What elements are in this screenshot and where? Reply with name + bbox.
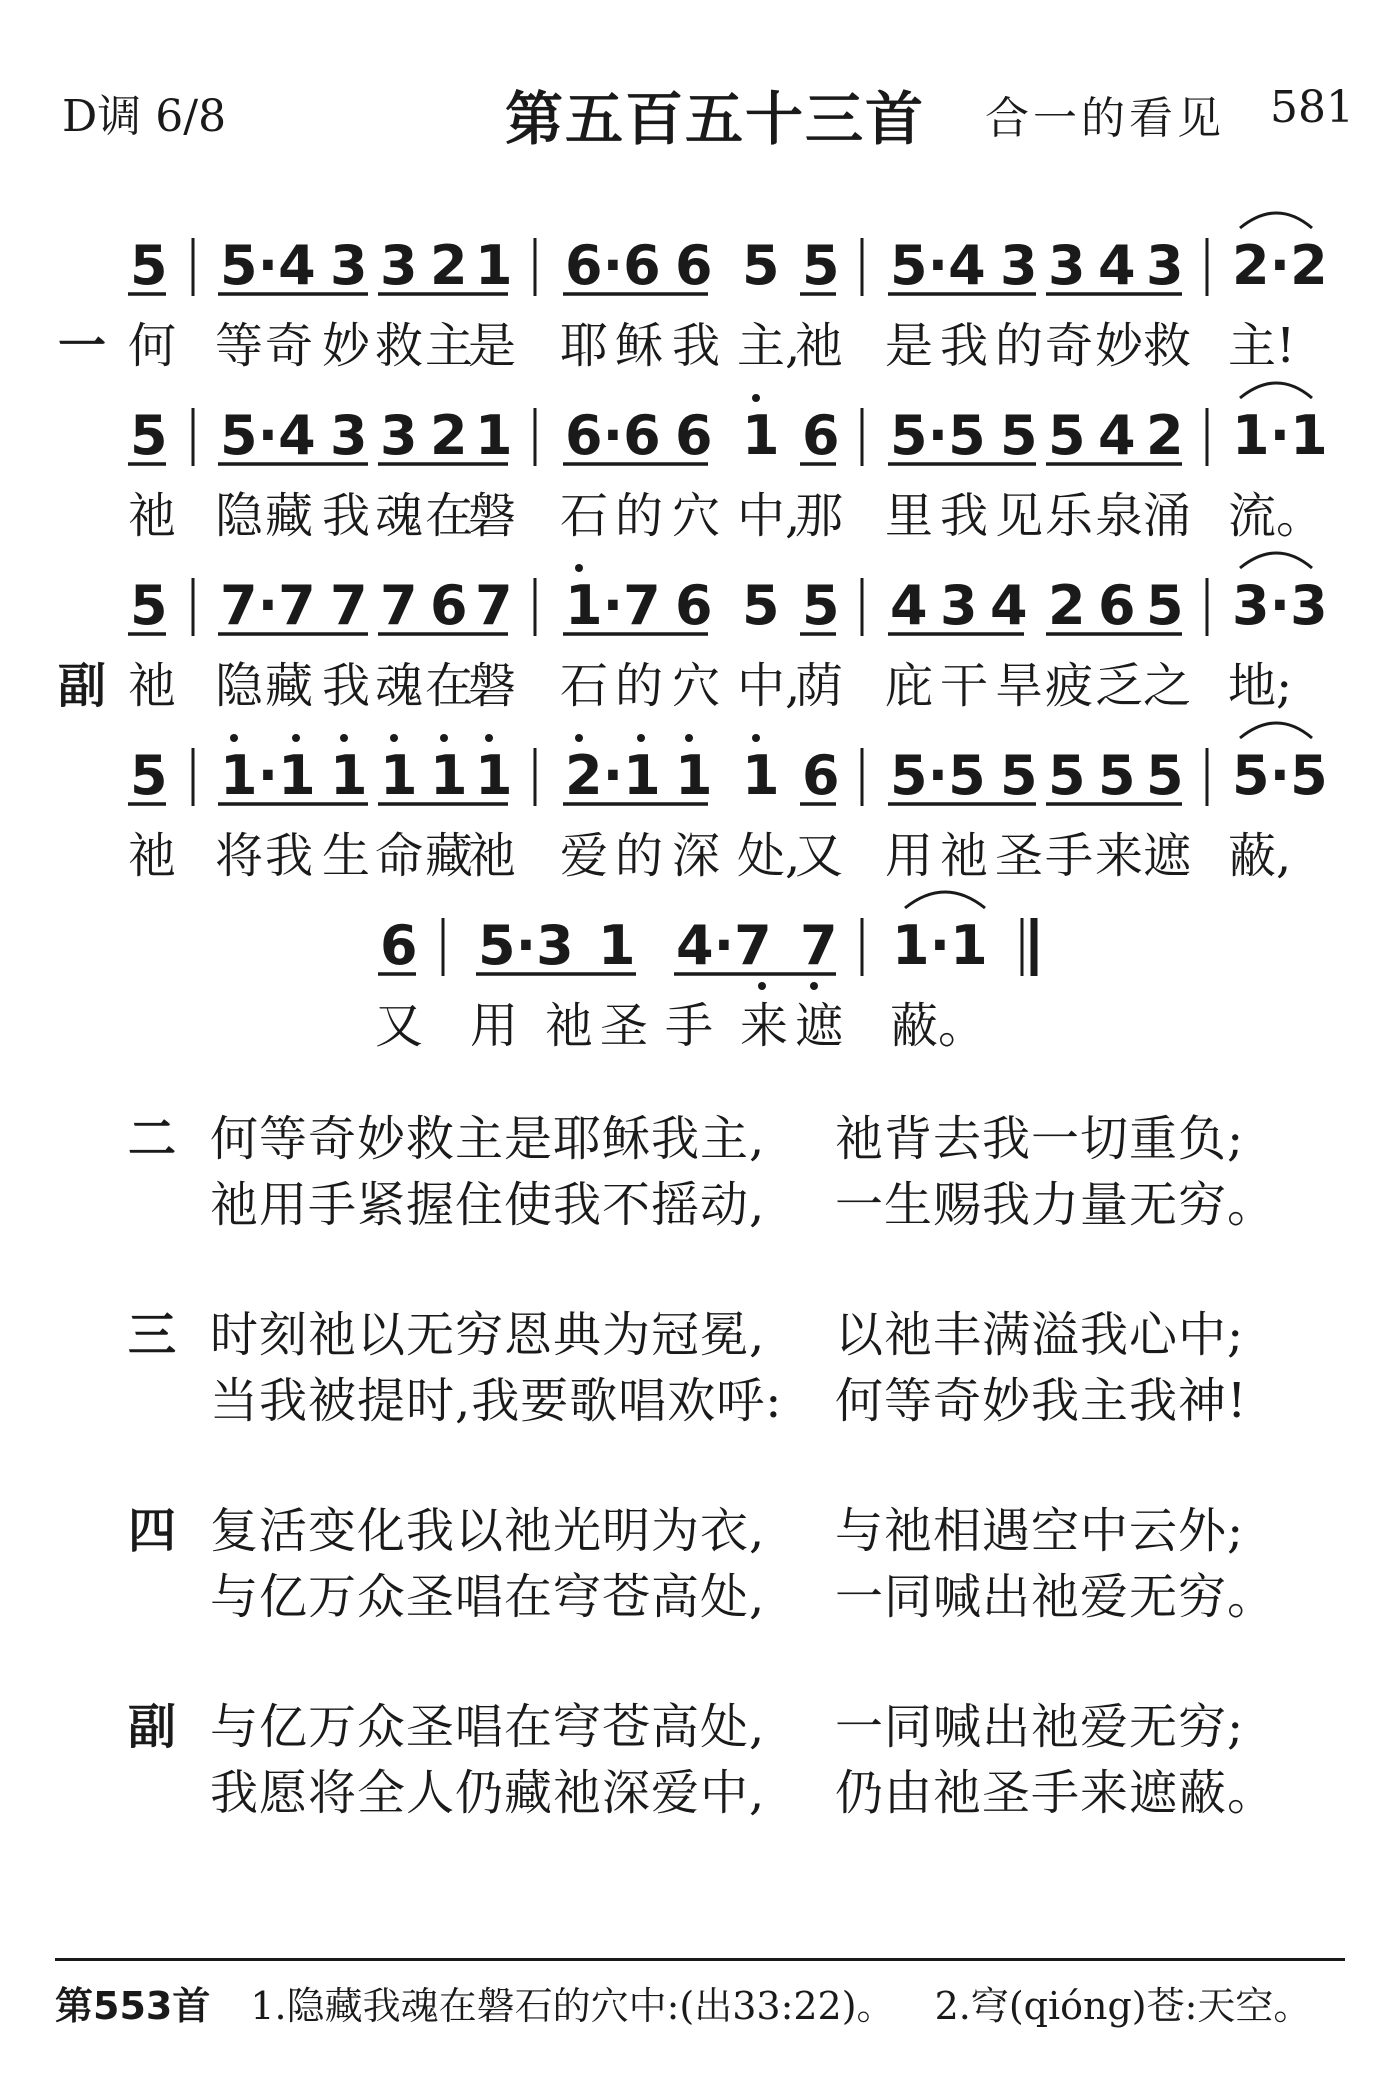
verse-number: 三 — [128, 1307, 177, 1363]
verse-line: 祂用手紧握住使我不摇动, — [210, 1177, 766, 1233]
note: 5 — [742, 234, 780, 297]
note: 1 — [380, 744, 418, 807]
lyric: 遮 — [795, 998, 844, 1054]
lyric: 流。 — [1228, 488, 1325, 544]
note: 6 — [1098, 574, 1136, 637]
high-octave-dot — [575, 564, 583, 572]
lyric: 奇 — [1045, 318, 1094, 374]
lyric: 手 — [665, 998, 714, 1054]
note: 2·1 — [565, 744, 661, 807]
note: 3 — [1146, 234, 1184, 297]
footnote-divider — [55, 1958, 1345, 1961]
lyric: 祂 — [940, 828, 989, 884]
note: 1 — [742, 744, 780, 807]
lyric: 主, — [737, 318, 801, 374]
lyric: 隐 — [215, 488, 264, 544]
lyric: 祂 — [128, 828, 177, 884]
lyric: 我 — [322, 488, 371, 544]
lyric: 妙 — [322, 318, 371, 374]
lyric: 乐 — [1045, 488, 1094, 544]
lyric: 中, — [737, 488, 801, 544]
note: 5 — [1000, 744, 1038, 807]
lyric: 手 — [1045, 828, 1094, 884]
note: 7 — [800, 914, 838, 977]
note: 5 — [130, 574, 168, 637]
note: 3 — [380, 404, 418, 467]
verse-line: 与祂相遇空中云外; — [835, 1503, 1245, 1559]
verse-line: 何等奇妙救主是耶稣我主, — [210, 1111, 766, 1167]
lyric: 干 — [940, 658, 989, 714]
tie — [1240, 553, 1312, 568]
verse-number: 四 — [128, 1503, 177, 1559]
lyric: 旱 — [995, 658, 1044, 714]
lyric: 我 — [672, 318, 721, 374]
lyric: 我 — [940, 488, 989, 544]
note: 3 — [1048, 234, 1086, 297]
low-octave-dot — [758, 982, 766, 990]
lyric: 的 — [615, 828, 664, 884]
score-row-1 — [58, 213, 1328, 374]
lyric: 祂 — [545, 998, 594, 1054]
lyric: 何 — [128, 318, 177, 374]
high-octave-dot — [230, 734, 238, 742]
lyric: 蔽。 — [890, 998, 987, 1054]
note: 5 — [130, 234, 168, 297]
lyric: 磐 — [468, 658, 517, 714]
note: 6 — [675, 404, 713, 467]
note: 5·3 — [478, 914, 574, 977]
lyric: 我 — [322, 658, 371, 714]
lyric: 藏 — [265, 658, 314, 714]
note: 7 — [475, 574, 513, 637]
note: 1 — [742, 404, 780, 467]
verse-line: 以祂丰满溢我心中; — [835, 1307, 1245, 1363]
note: 4·7 — [676, 914, 772, 977]
verse-line: 与亿万众圣唱在穹苍高处, — [210, 1699, 766, 1755]
lyric: 耶 — [560, 318, 609, 374]
note: 4 — [990, 574, 1028, 637]
verse-line: 我愿将全人仍藏祂深爱中, — [210, 1765, 766, 1821]
lyric: 涌 — [1143, 488, 1192, 544]
key-signature: D调 6/8 — [62, 91, 227, 142]
note: 2·2 — [1232, 234, 1328, 297]
note: 5 — [802, 574, 840, 637]
note: 7·7 — [220, 574, 316, 637]
lyric: 的 — [995, 318, 1044, 374]
verse-line: 一同喊出祂爱无穷; — [835, 1699, 1245, 1755]
note: 1 — [475, 744, 513, 807]
lyric: 主 — [425, 318, 474, 374]
footnote-note-2: 2.穹(qióng)苍:天空。 — [934, 1984, 1312, 2028]
note: 2 — [430, 234, 468, 297]
tie — [1240, 213, 1312, 228]
high-octave-dot — [340, 734, 348, 742]
lyric: 爱 — [560, 828, 609, 884]
note: 6 — [675, 574, 713, 637]
note: 4 — [1098, 234, 1136, 297]
lyric: 救 — [375, 318, 424, 374]
note: 3 — [330, 234, 368, 297]
note: 1·1 — [1232, 404, 1328, 467]
note: 5 — [802, 234, 840, 297]
note: 5·5 — [890, 744, 986, 807]
lyric: 深 — [672, 828, 721, 884]
lyric: 那 — [795, 488, 844, 544]
note: 5 — [1048, 404, 1086, 467]
lyric: 将 — [215, 828, 264, 884]
note: 6 — [675, 234, 713, 297]
note: 5·5 — [890, 404, 986, 467]
lyric: 我 — [940, 318, 989, 374]
verse-line: 仍由祂圣手来遮蔽。 — [835, 1765, 1277, 1821]
lyric: 的 — [615, 488, 664, 544]
score-row-2 — [128, 383, 1328, 544]
note: 5 — [1098, 744, 1136, 807]
lyric: 又 — [375, 998, 424, 1054]
low-octave-dot — [810, 982, 818, 990]
lyric: 用 — [470, 998, 519, 1054]
lyric: 里 — [885, 488, 934, 544]
lyric: 之 — [1143, 658, 1192, 714]
note: 4 — [1098, 404, 1136, 467]
lyric: 祂 — [128, 488, 177, 544]
lyric: 处, — [737, 828, 801, 884]
lyric: 藏 — [265, 488, 314, 544]
high-octave-dot — [440, 734, 448, 742]
note: 5 — [1000, 404, 1038, 467]
note: 5 — [130, 404, 168, 467]
note: 6 — [802, 404, 840, 467]
lyric: 生 — [322, 828, 371, 884]
lyric: 磐 — [468, 488, 517, 544]
lyric: 在 — [425, 488, 474, 544]
note: 1 — [675, 744, 713, 807]
verse-number: 副 — [128, 1699, 177, 1755]
lyric: 等 — [215, 318, 264, 374]
lyric: 圣 — [995, 828, 1044, 884]
lyric: 石 — [560, 488, 609, 544]
lyric: 魂 — [375, 488, 424, 544]
note: 5·5 — [1232, 744, 1328, 807]
hymn-title: 第五百五十三首 — [505, 85, 926, 153]
page-number: 581 — [1270, 82, 1354, 133]
high-octave-dot — [390, 734, 398, 742]
chorus-label: 副 — [58, 658, 107, 714]
lyric: 祂 — [795, 318, 844, 374]
lyric: 圣 — [600, 998, 649, 1054]
lyric: 祂 — [468, 828, 517, 884]
note: 6 — [430, 574, 468, 637]
high-octave-dot — [292, 734, 300, 742]
note: 5 — [130, 744, 168, 807]
note: 1 — [475, 234, 513, 297]
lyric: 用 — [885, 828, 934, 884]
footnote-note-1: 1.隐藏我魂在磐石的穴中:(出33:22)。 — [250, 1984, 895, 2028]
note: 1 — [330, 744, 368, 807]
note: 3 — [1000, 234, 1038, 297]
lyric: 隐 — [215, 658, 264, 714]
verse-line: 祂背去我一切重负; — [835, 1111, 1245, 1167]
note: 2 — [1048, 574, 1086, 637]
verse-label-1: 一 — [58, 318, 107, 374]
note: 1 — [598, 914, 636, 977]
note: 3 — [380, 234, 418, 297]
lyric: 乏 — [1095, 658, 1144, 714]
note: 1 — [475, 404, 513, 467]
verse-line: 复活变化我以祂光明为衣, — [210, 1503, 766, 1559]
tie — [1240, 383, 1312, 398]
lyric: 穴 — [672, 488, 721, 544]
verse-line: 一生赐我力量无穷。 — [835, 1177, 1277, 1233]
lyric: 主! — [1228, 318, 1296, 374]
hymn-subtitle: 合一的看见 — [985, 93, 1225, 144]
verse-line: 何等奇妙我主我神! — [835, 1373, 1248, 1429]
lyric: 遮 — [1143, 828, 1192, 884]
lyric: 来 — [740, 998, 789, 1054]
lyric: 地; — [1228, 658, 1293, 714]
lyric: 的 — [615, 658, 664, 714]
lyric: 魂 — [375, 658, 424, 714]
high-octave-dot — [685, 734, 693, 742]
lyric: 是 — [885, 318, 934, 374]
high-octave-dot — [752, 394, 760, 402]
lyric: 是 — [468, 318, 517, 374]
note: 5·4 — [220, 234, 316, 297]
note: 5 — [1146, 744, 1184, 807]
lyric: 疲 — [1045, 658, 1094, 714]
tie — [905, 892, 985, 908]
note: 1 — [430, 744, 468, 807]
note: 6·6 — [565, 404, 661, 467]
lyric: 泉 — [1095, 488, 1144, 544]
lyric: 祂 — [128, 658, 177, 714]
footnote-label: 第553首 — [55, 1984, 211, 2028]
lyric: 命 — [375, 828, 424, 884]
note: 3 — [940, 574, 978, 637]
verse-line: 时刻祂以无穷恩典为冠冕, — [210, 1307, 766, 1363]
footnote — [55, 1978, 1355, 2034]
lyric: 石 — [560, 658, 609, 714]
note: 1·7 — [565, 574, 661, 637]
high-octave-dot — [485, 734, 493, 742]
score-row-3 — [58, 553, 1328, 714]
note: 6 — [380, 914, 418, 977]
lyric: 在 — [425, 658, 474, 714]
lyric: 荫 — [795, 658, 844, 714]
note: 7 — [380, 574, 418, 637]
lyric: 妙 — [1095, 318, 1144, 374]
lyric: 奇 — [265, 318, 314, 374]
high-octave-dot — [752, 734, 760, 742]
lyric: 又 — [795, 828, 844, 884]
verse-line: 一同喊出祂爱无穷。 — [835, 1569, 1277, 1625]
high-octave-dot — [637, 734, 645, 742]
note: 1·1 — [892, 914, 988, 977]
high-octave-dot — [575, 734, 583, 742]
note: 5 — [1146, 574, 1184, 637]
note: 2 — [430, 404, 468, 467]
note: 5 — [742, 574, 780, 637]
verse-line: 与亿万众圣唱在穹苍高处, — [210, 1569, 766, 1625]
tie — [1240, 723, 1312, 738]
lyric: 藏 — [425, 828, 474, 884]
note: 6·6 — [565, 234, 661, 297]
note: 3 — [330, 404, 368, 467]
lyric: 救 — [1143, 318, 1192, 374]
lyric: 我 — [265, 828, 314, 884]
note: 1·1 — [220, 744, 316, 807]
score-row-5 — [375, 892, 1034, 1054]
note: 4 — [890, 574, 928, 637]
lyric: 穴 — [672, 658, 721, 714]
note: 6 — [802, 744, 840, 807]
note: 3·3 — [1232, 574, 1328, 637]
note: 2 — [1146, 404, 1184, 467]
lyric: 来 — [1095, 828, 1144, 884]
lyric: 见 — [995, 488, 1044, 544]
lyric: 中, — [737, 658, 801, 714]
note: 5·4 — [220, 404, 316, 467]
note: 5 — [1048, 744, 1086, 807]
score-row-4 — [128, 723, 1328, 884]
verse-number: 二 — [128, 1111, 177, 1167]
lyric: 稣 — [615, 318, 664, 374]
note: 7 — [330, 574, 368, 637]
verse-line: 当我被提时,我要歌唱欢呼: — [210, 1373, 783, 1429]
note: 5·4 — [890, 234, 986, 297]
lyric: 庇 — [885, 658, 934, 714]
lyric: 蔽, — [1228, 828, 1292, 884]
